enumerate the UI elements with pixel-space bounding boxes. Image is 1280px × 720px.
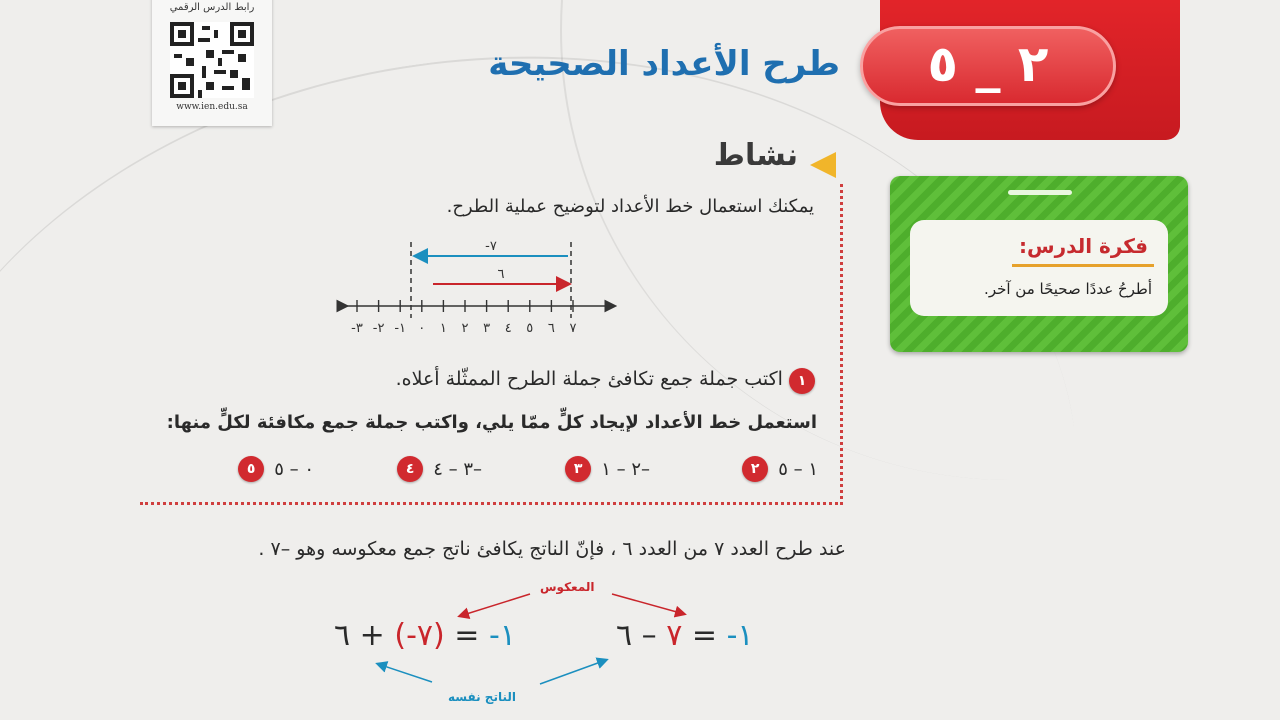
eq-sub-result: ١- — [726, 618, 754, 653]
number-line-tick-label: ٥ — [526, 321, 534, 336]
qr-url[interactable]: www.ien.edu.sa — [176, 102, 248, 112]
activity-triangle-icon — [810, 152, 836, 178]
question-1-text: اكتب جملة جمع تكافئ جملة الطرح الممثّلة أعلاه. — [395, 368, 783, 390]
eq-add-inverse: (٧-) — [394, 618, 445, 653]
exercise-text: ١ – ٥ — [778, 458, 818, 480]
exercise-number-badge: ٥ — [238, 456, 264, 482]
eq-sub-minus: – — [641, 618, 657, 653]
label-inverse: المعكوس — [540, 580, 595, 594]
number-line-tick-label: -٣ — [351, 321, 363, 336]
number-line-tick-label: -١ — [394, 321, 407, 336]
exercise-number-badge: ٣ — [565, 456, 591, 482]
qr-caption: رابط الدرس الرقمي — [169, 2, 255, 13]
eq-add-six: ٦ — [334, 618, 351, 653]
arrow-to-inverse-left — [460, 594, 530, 616]
idea-card-bar — [1008, 190, 1072, 195]
number-line — [336, 232, 626, 342]
number-line-tick-label: -٢ — [372, 321, 385, 336]
lesson-number: ٢ _ ٥ — [927, 35, 1049, 93]
number-line-tick-label: ٧ — [569, 321, 577, 336]
arrow-to-result-left — [378, 664, 432, 682]
arrow-bottom-label: ٦ — [497, 267, 505, 282]
arrow-to-result-right — [540, 660, 606, 684]
exercise-number-badge: ٢ — [742, 456, 768, 482]
exercise-5 — [238, 456, 314, 482]
number-line-tick-label: ٦ — [547, 321, 555, 336]
equation-addition — [334, 618, 516, 653]
question-1 — [396, 368, 815, 394]
exercise-text: ٠ – ٥ — [274, 458, 314, 480]
eq-add-plus: + — [359, 618, 385, 653]
eq-add-equals: = — [454, 618, 480, 653]
lesson-idea-card — [890, 176, 1188, 352]
activity-instruction: استعمل خط الأعداد لإيجاد كلٍّ ممّا يلي، واكتب جملة جمع مكافئة لكلٍّ منها: — [166, 412, 817, 433]
eq-sub-seven: ٧ — [666, 618, 683, 653]
eq-add-result: ١- — [488, 618, 516, 653]
exercise-text: –٣ – ٤ — [433, 458, 482, 480]
number-line-tick-label: ١ — [439, 321, 447, 336]
exercise-2 — [742, 456, 818, 482]
qr-card[interactable] — [152, 0, 272, 126]
lesson-number-badge — [860, 26, 1116, 106]
idea-card-inner — [910, 220, 1168, 316]
exercise-text: –٢ – ١ — [601, 458, 650, 480]
qr-code-icon[interactable] — [170, 22, 254, 98]
exercise-4 — [397, 456, 482, 482]
equation-subtraction — [616, 618, 754, 653]
exercise-3 — [565, 456, 650, 482]
number-line-tick-label: ٢ — [461, 321, 469, 336]
number-line-tick-label: ٣ — [483, 321, 491, 336]
exercise-number-badge: ٤ — [397, 456, 423, 482]
number-line-tick-label: ٠ — [418, 321, 426, 336]
activity-intro: يمكنك استعمال خط الأعداد لتوضيح عملية الطرح. — [446, 196, 814, 217]
idea-text: أطرحُ عددًا صحيحًا من آخر. — [984, 280, 1152, 298]
lesson-title: طرح الأعداد الصحيحة — [488, 44, 840, 84]
number-line-tick-label: ٤ — [504, 321, 512, 336]
arrow-to-inverse-right — [612, 594, 684, 614]
activity-title: نشاط — [713, 138, 798, 173]
explanation-text: عند طرح العدد ٧ من العدد ٦ ، فإنّ الناتج يكافئ ناتج جمع معكوسه وهو –٧ . — [258, 538, 846, 560]
arrow-top-label: -٧ — [485, 239, 497, 254]
question-number-badge: ١ — [789, 368, 815, 394]
idea-title-underline — [1012, 264, 1154, 267]
eq-sub-six: ٦ — [616, 618, 633, 653]
idea-title: فكرة الدرس: — [1019, 234, 1148, 258]
eq-sub-equals: = — [691, 618, 718, 653]
label-same-result: الناتج نفسه — [448, 690, 516, 704]
